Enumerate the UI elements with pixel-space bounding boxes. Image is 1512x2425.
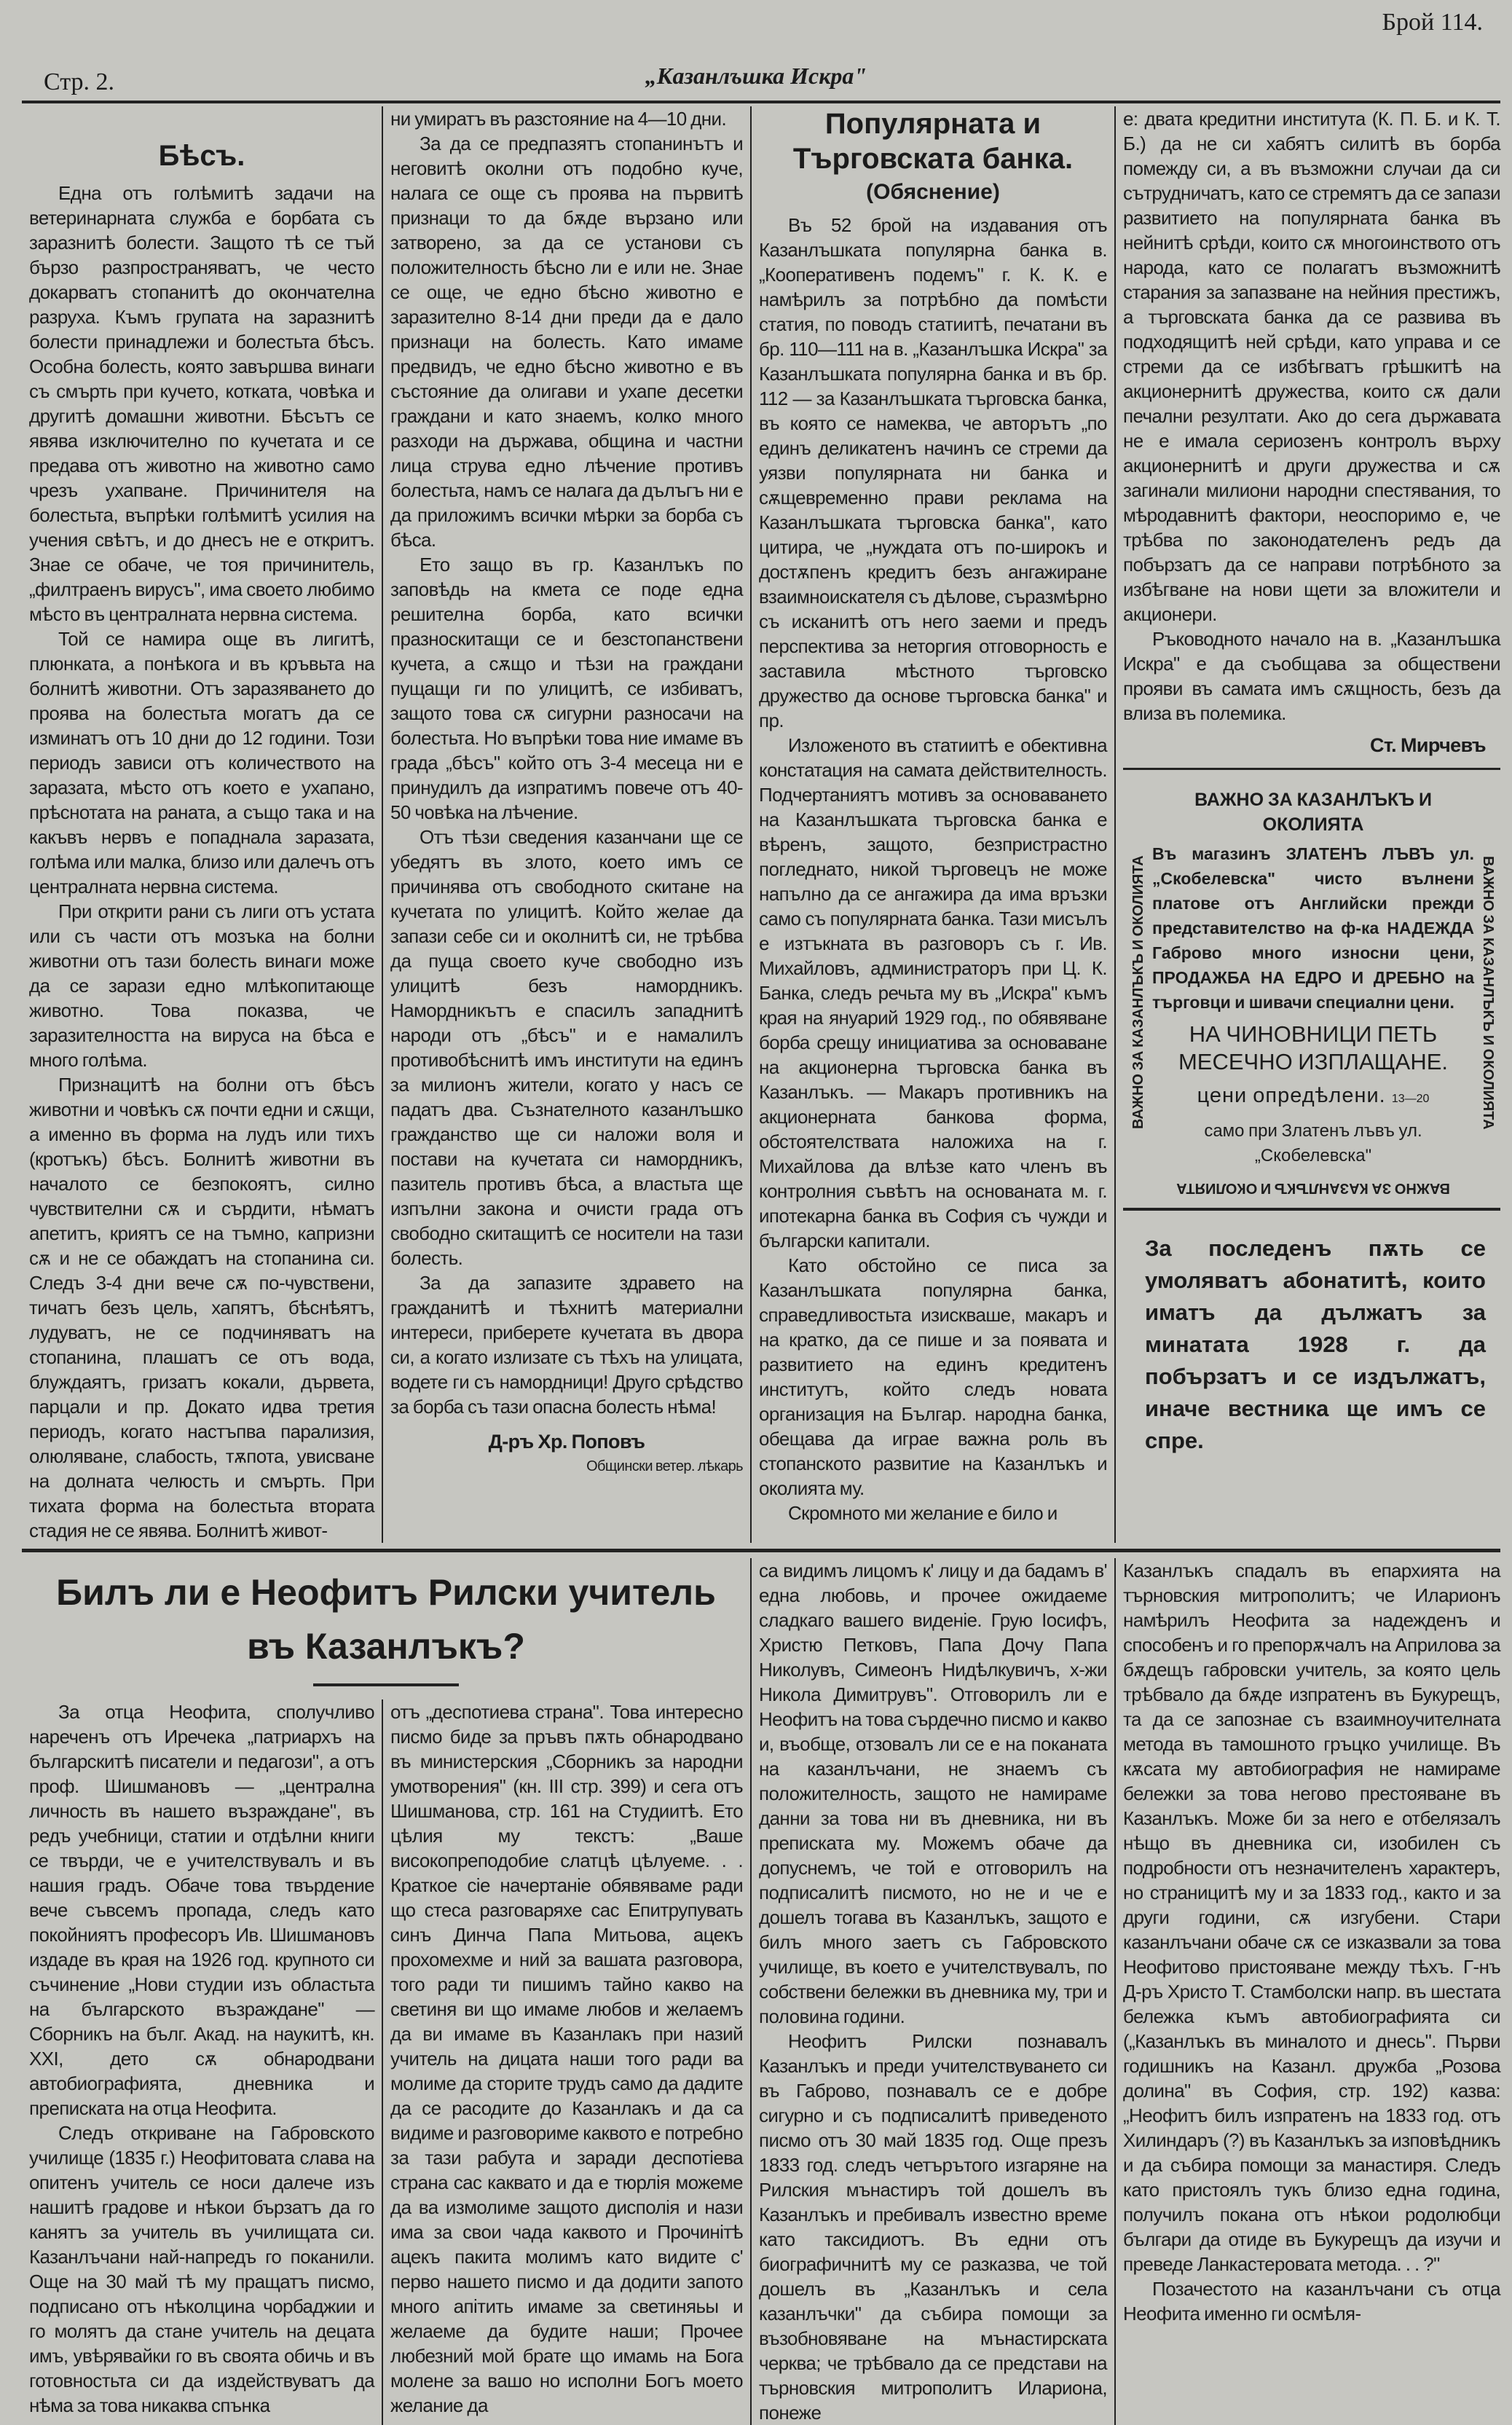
paragraph: Следъ откриване на Габровското училище (1835 г.) Неофитовата слава на опитенъ учитель се носи далече изъ нашитѣ градове и нѣкои бързатъ да го канятъ за учитель въ училищата си. Казанлъчани най-напредъ го поканили. Още на 30 май тѣ му пращатъ писмо, подписано отъ нѣколцина чорбаджии и го молятъ да стане учитель на децата имъ, увѣрявайки го въ своята обичь и въ готовностьта си да издействуватъ да нѣма за това никаква спънка (29, 2122, 374, 2416)
article-subtitle: (Обяснение) (866, 180, 1000, 204)
paragraph: За да се предпазятъ стопанинътъ и неговитѣ околни отъ подобно куче, налага се още съ проява на първитѣ признаци то да бѫде вързано или затворено, за да се установи съ положителность бѣсно ли е или не. Знае се още, че едно бѣсно животно е заразително 8-14 дни преди да е дало признаци на болесть. Като имаме предвидъ, че едно бѣсно животно е въ състояние да олигави и ухапе десетки граждани и като знаемъ, колко много разходи на държава, община и частни лица струва едно лѣчение противъ болестьта, намъ се налага да дълъгъ ни е да приложимъ всички мѣрки за борба съ бѣса. (390, 133, 743, 551)
paragraph: отъ „деспотиева страна". Това интересно писмо биде за пръвъ пѫть обнародвано въ министерския „Сборникъ за народни умотворения" (кн. III стр. 399) и сега отъ Шишманова, стр. 161 на Студиитѣ. Ето цѣлия му текстъ: „Ваше високопреподобие слатцѣ цѣлуеме. . . Краткое сіе начертаніе обявяваме ради що стеса разговаряхе сас Епитрупувать синъ Динча Папа Митьова, ацекъ прохомехме и ний за вашата разговора, того ради ти пишимъ тайно какво на светиня ви що имаме любов и желаемъ да ви имаме въ Казанлакъ при назий учитель на дицата наши того ради ва молиме да сторите трудъ само да дадите да се расодите до Казанлакъ и да са видиме и разговориме каквото е потребно за тази рабута и заради деспотіева страна сас каквато и да е тюрлія можеме да ва измолиме защото дисполія и нази има за свои чада каквото и Прочинітѣ ацекъ пакита молимъ като видите с' перво нашето писмо и да додити запото много апітить имаме за светиняьы и желаеме да будите наши; Прочее любезний мой брате що имамь на Бога молене за вашо но исполни Богъ моето желание да (390, 1701, 743, 2416)
title-line: Билъ ли е Неофитъ Рилски учитель (56, 1572, 716, 1613)
article-title: Популярната и Търговската банка. (792, 108, 1074, 175)
paragraph: Въ 52 брой на издавания отъ Казанлъшката популярна банка в. „Кооперативенъ подемъ" г. К. К. е намѣрилъ за потрѣбно да помѣсти статия, по поводъ статиитѣ, печатани въ бр. 110—111 на в. „Казанлъшка Искра" за Казанлъшката популярна банка и въ бр. 112 — за Казанлъшката търговска банка, въ която се намеква, че авторътъ „по единъ деликатенъ начинъ се стреми да уязви популярната ни банка и сѫщевременно прави реклама на Казанлъшката търговска банка", като цитира, че „нуждата отъ по-широкъ и достѫпенъ кредитъ безъ ангажиране взаимноискателя съ дѣлове, съразмѣрно съ исканитѣ отъ него заеми и предъ перспектива за неторгия отговорность е заставила мѣстното търговско дружество да основе търговска банка" и пр. (759, 214, 1107, 731)
ad-border-left: ВАЖНО ЗА КАЗАНЛЪКЪ И ОКОЛИЯТА (1130, 855, 1146, 1130)
article-neofit-col3 (750, 1558, 1114, 2425)
paragraph: Отъ тѣзи сведения казанчани ще се убедятъ въ злото, което имъ се причинява отъ свободното скитане на кучетата по улицитѣ. Който желае да запази себе си и околнитѣ си, не трѣбва да пуща своето куче свободно изъ улицитѣ безъ намордникъ. Намордникътъ е спасилъ западнитѣ народи отъ „бѣсъ" и е намалилъ противобѣснитѣ имъ институти на единъ за милионъ жители, когато у насъ се падатъ два. Съзнателното казанлъшко гражданство ще си наложи воля и постави на кучетата си намордникъ, пазитель противъ бѣса, а властьта ще изпълни закона и очисти града отъ свободно скитащитѣ се носители на тази болесть. (390, 826, 743, 1269)
ad-border-right: ВАЖНО ЗА КАЗАНЛЪКЪ И ОКОЛИЯТА (1480, 855, 1496, 1130)
author-title: Общински ветер. лѣкарь (586, 1458, 743, 1474)
article-neofit-col4 (1114, 1558, 1500, 2425)
paragraph: ни умиратъ въ разстояние на 4—10 дни. (390, 108, 727, 130)
top-section (22, 0, 1500, 1552)
paragraph: Изложеното въ статиитѣ е обективна констатация на самата действителность. Подчертаниятъ мотивъ за основаването на Казанлъшката търговска банка е вѣренъ, защото, безпристрастно погледнато, никой търговецъ не може напълно да се ангажира да има връзки само съ популярната банка. Тази мисълъ е изтъкната въ разговоръ съ г. Ив. Михайловъ, администраторъ при Ц. К. Банка, следъ речьта му въ „Искра" къмъ края на януарий 1929 год., по обявяване борба срещу инициатива за основаване на акционерна търговска банка въ Казанлъкъ. — Макаръ противникъ на акционерната банкова форма, обстоятелствата наложиха на г. Михайлова да влѣзе като членъ въ контролния съвѣтъ на основаната м. г. ипотекарна банка въ София съ чужди и български капитали. (759, 734, 1107, 1251)
article-neofit-col1 (22, 1699, 382, 2425)
article-title: Бѣсъ. (158, 140, 245, 172)
paragraph: Признацитѣ на болни отъ бѣсъ животни и човѣкъ сѫ почти едни и сѫщи, а именно въ форма на лудъ или тихъ (кротъкъ) бѣсъ. Болнитѣ животни въ началото се безпокоятъ, силно чувствителни сѫ и сърдити, нѣматъ апетитъ, криятъ се на тъмно, капризни сѫ и не се обаждатъ на стопанина си. Следъ 3-4 дни вече сѫ по-чувствени, тичатъ безъ цель, хапятъ, бѣснѣятъ, лудуватъ, не се подчиняватъ на стопанина, плашатъ се отъ вода, блуждаятъ, гризатъ кокали, дървета, парцали и пр. Докато идва третия периодъ, когато настъпва парализия, олюляване, слабость, тѫпота, увисване на долната челюсть и смърть. При тихата форма на болестьта втората стадия не се явява. Болнитѣ живот- (29, 1074, 374, 1541)
ad-fixed-prices: цени опредѣлени. (1197, 1084, 1386, 1107)
paragraph: Една отъ голѣмитѣ задачи на ветеринарната служба е борбата съ заразнитѣ болести. Защото тѣ се тъй бързо разпространяватъ, че често докарватъ стопанитѣ до окончателна разруха. Къмъ групата на заразнитѣ болести принадлежи и болестьта бѣсъ. Особна болесть, която завършва винаги съ смърть при кучето, котката, човѣка и другитѣ домашни животни. Бѣсътъ се явява изключително по кучетата и се предава отъ животно на животно само чрезъ ухапване. Причинителя на болестьта, въпрѣки голѣмитѣ усилия на учения свѣтъ, и до днесъ не е откритъ. Знае се обаче, че тоя причинитель, „филтраенъ вирусъ", има своето любимо мѣсто въ централната нервна система. (29, 182, 374, 625)
ad-only-at: само при Златенъ лъвъ ул. „Скобелевска" (1204, 1121, 1422, 1166)
paragraph: Позачестото на казанлъчани съ отца Неофита именно ги осмѣля- (1123, 2278, 1500, 2324)
paragraph: За отца Неофита, сполучливо нареченъ отъ Иречека „патриархъ на българскитѣ писатели и педагози", а отъ проф. Шишмановъ — „централна личность въ нашето възраждане", въ редъ учебници, статии и отдѣлни книги се твърди, че е учителствувалъ и въ нашия градъ. Обаче това твърдение вече съвсемъ пропада, следъ като покойниятъ професоръ Ив. Шишмановъ издаде въ края на 1926 год. крупното си съчинение „Нови студии изъ областьта на българското възраждане" — Сборникъ на бълг. Акад. на наукитѣ, кн. XXI, дето сѫ обнародвани автобиографията, дневника и преписката на отца Неофита. (29, 1701, 374, 2119)
paragraph: са видимъ лицомъ к' лицу и да бадамъ в' една любовь, и прочее ожидаеме сладкаго вашего виденіе. Грую Іосифъ, Христю Петковъ, Папа Дочу Папа Николувъ, Симеонъ Нидѣлкувичъ, х-жи Никола Димитрувъ". Отговорилъ ли е Неофитъ на това сърдечно писмо и какво и, въобще, отзовалъ ли се е на поканата на казанлъчани, не знаемъ съ положителность, защото не намираме данни за това ни въ дневника, ни въ преписката му. Можемъ обаче да допуснемъ, че той е отговорилъ на подписалитѣ писмото, но не и че е дошелъ тогава въ Казанлъкъ, защото е билъ много заетъ съ Габровското училище, въ което е учителствувалъ, по собствени бележки въ дневника му, три и половина години. (759, 1560, 1107, 2027)
paragraph: Скромното ми желание е било и (788, 1502, 1058, 1524)
paragraph: Казанлъкъ спадалъ въ епархията на търновския митрополитъ; че Иларионъ намѣрилъ Неофита за надежденъ и способенъ и го препорѫчалъ на Априлова за бѫдещъ габровски учитель, за която цель трѣбвало да бѫде изпратенъ въ Букурещъ, та да се запознае съ взаимноучителната метода въ тамошното гръцко училище. Въ кѫсата му автобиография не намираме бележки за това негово престояване въ Казанлъкъ. Може би за него е отбелязалъ нѣщо въ дневника си, изобилен съ подробности отъ незначителенъ характеръ, но страницитѣ му и за 1833 год., както и за други години, сѫ изгубени. Стари казанлъчани обаче сѫ се изказвали за това Неофитово пристояване между тѣхъ. Г-нъ Д-ръ Христо Т. Стамболски напр. въ шестата бележка къмъ автобиографията си („Казанлъкъ въ миналото и днесь". Първи годишникъ на Казанл. дружба „Розова долина" въ София, стр. 192) казва: „Неофитъ билъ изпратенъ на 1833 год. отъ Хилиндаръ (?) въ Казанлъкъ за изповѣдникъ и да събира помощи за манастиря. Следъ като пристоялъ тукъ близо една година, получилъ покана отъ нѣкои родолюбци българи да отиде въ Букурещъ да изучи и преведе Ланкастеровата метода. . . ?" (1123, 1560, 1500, 2275)
section-rule (1123, 768, 1500, 770)
page-number: Стр. 2. (44, 68, 115, 95)
ad-code: 13—20 (1391, 1093, 1430, 1105)
ornament (313, 1683, 459, 1686)
paragraph: Като обстойно се писа за Казанлъшката популярна банка, справедливостьта изискваше, макаръ и на кратко, да се пише и за появата и развитието на единъ кредитенъ институтъ, който следъ новата организация на Българ. народна банка, обещава да играе важна роль въ стопанското развитие на Казанлъкъ и околията му. (759, 1254, 1107, 1499)
article-neofit-title (22, 1558, 750, 1699)
article-neofit-col2 (382, 1699, 750, 2425)
ad-installments: НА ЧИНОВНИЦИ ПЕТЬ МЕСЕЧНО ИЗПЛАЩАНЕ. (1178, 1021, 1449, 1074)
article-rabies-col2 (382, 106, 750, 1543)
newspaper-name: „Казанлъшка Искра" (645, 63, 867, 89)
ad-border-bottom: ВАЖНО ЗА КАЗАНЛЪКЪ И ОКОЛИЯТА (1176, 1180, 1450, 1196)
paragraph: Ето защо въ гр. Казанлъкъ по заповѣдь на кмета се поде една решителна борба, като всички празноскитащи се и безстопанствени кучета, а сѫщо и тѣзи на граждани пущащи ги по улицитѣ, се избиватъ, защото това сѫ сигурни разносачи на болестьта. Но въпрѣки това ние имаме въ града „бѣсъ" който отъ 3-4 месеца ни е принудилъ да изпратимъ повече отъ 40-50 човѣка на лѣчение. (390, 554, 743, 823)
paragraph: Той се намира още въ лигитѣ, плюнката, а понѣкога и въ кръвьта на болнитѣ животни. Отъ заразяването до проява на болестьта могатъ да се изминатъ отъ 10 дни до 12 години. Този периодъ зависи отъ количеството на заразата, мѣсто отъ което е ухапано, прѣснотата на раната, а също така и на какъвъ нервъ е попаднала заразата, голѣма или малка, близо или далечъ отъ централната нервна система. (29, 628, 374, 897)
paragraph: Неофитъ Рилски познавалъ Казанлъкъ и преди учителствуването си въ Габрово, познавалъ се е добре сигурно и съ подписалитѣ приведеното писмо отъ 30 май 1835 год. Още презъ 1833 год. следъ четърътого изгаряне на Рилския мънастиръ той дошелъ въ Казанлъкъ и пребивалъ известно време като таксидиотъ. Въ едни отъ биографичнитѣ му се разказва, че той дошелъ въ „Казанлъкъ и села казанлъчки" да събира помощи за възобновяване на мънастирската черква; че трѣбвало да се представи на търновския митрополитъ Илариона, понеже (759, 2030, 1107, 2424)
subscribers-notice: За последенъ пѫть се умоляватъ абонатитѣ, които иматъ да дължатъ за минатата 1928 г. да побързатъ и се издължатъ, иначе вестника ще имъ се спре. (1145, 1235, 1486, 1453)
article-rabies-col1 (22, 106, 382, 1543)
paragraph: При открити рани съ лиги отъ устата или съ части отъ мозъка на болни животни отъ тази болесть винаги може да се зарази едно млѣкопитающе животно. Това показва, че заразителността на вируса на бѣса е много голѣма. (29, 900, 374, 1071)
title-line: въ Казанлъкъ? (247, 1626, 525, 1667)
bottom-section (22, 1552, 1500, 2425)
advertisement-zlaten-lav (1126, 780, 1500, 1205)
author-signature: Ст. Мирчевъ (1370, 734, 1486, 756)
author-signature: Д-ръ Хр. Поповъ (488, 1431, 645, 1453)
ad-body: Въ магазинъ ЗЛАТЕНЪ ЛЪВЪ ул. „Скобелевска" чисто вълнени платове отъ Английски прежди представителство на ф-ка НАДЕЖДА Габрово много износни цени, ПРОДАЖБА НА ЕДРО И ДРЕБНО на търговци и шивачи специални цени. (1152, 844, 1474, 1012)
article-bank-col4 (1114, 106, 1500, 1543)
ad-heading: ВАЖНО ЗА КАЗАНЛЪКЪ И ОКОЛИЯТА (1194, 790, 1432, 835)
article-bank-col3 (750, 106, 1114, 1543)
paragraph: е: двата кредитни института (К. П. Б. и К. Т. Б.) да не си хабятъ силитѣ въ борба помежду си, а въ възможни случаи да си сътрудничатъ, като се стремятъ да се запази развитието на популярната банка въ нейнитѣ срѣди, които сѫ многоинството отъ народа, като се полагатъ възможнитѣ старания за запазване на нейния престижъ, а търговската банка да се развива въ подходящитѣ ней срѣди, като управа и се стреми да се избѣгватъ грѣшкитѣ на акционернитѣ дружества, които сѫ дали печални резултати. Ако до сега държавата не е имала сериозенъ контролъ върху акционернитѣ и други дружества и сѫ загинали милиони народни спестявания, то мѣродавнитѣ фактори, неоспоримо е, че трѣбва по законодателенъ редъ да побързатъ да се направи потрѣбното за избѣгване на нови щети за вложители и акционери. (1123, 108, 1500, 625)
paragraph: Ръководното начало на в. „Казанлъшка Искра" е да съобщава за обществени прояви въ самата имъ сѫщность, безъ да влиза въ полемика. (1123, 628, 1500, 724)
paragraph: За да запазите здравето на гражданитѣ и тѣхнитѣ материални интереси, приберете кучетата въ двора си, а когато излизате съ тѣхъ на улицата, водете ги съ намордници! Друго срѣдство за борба съ тази опасна болесть нѣма! (390, 1272, 743, 1418)
issue-number: Брой 114. (1382, 9, 1483, 36)
